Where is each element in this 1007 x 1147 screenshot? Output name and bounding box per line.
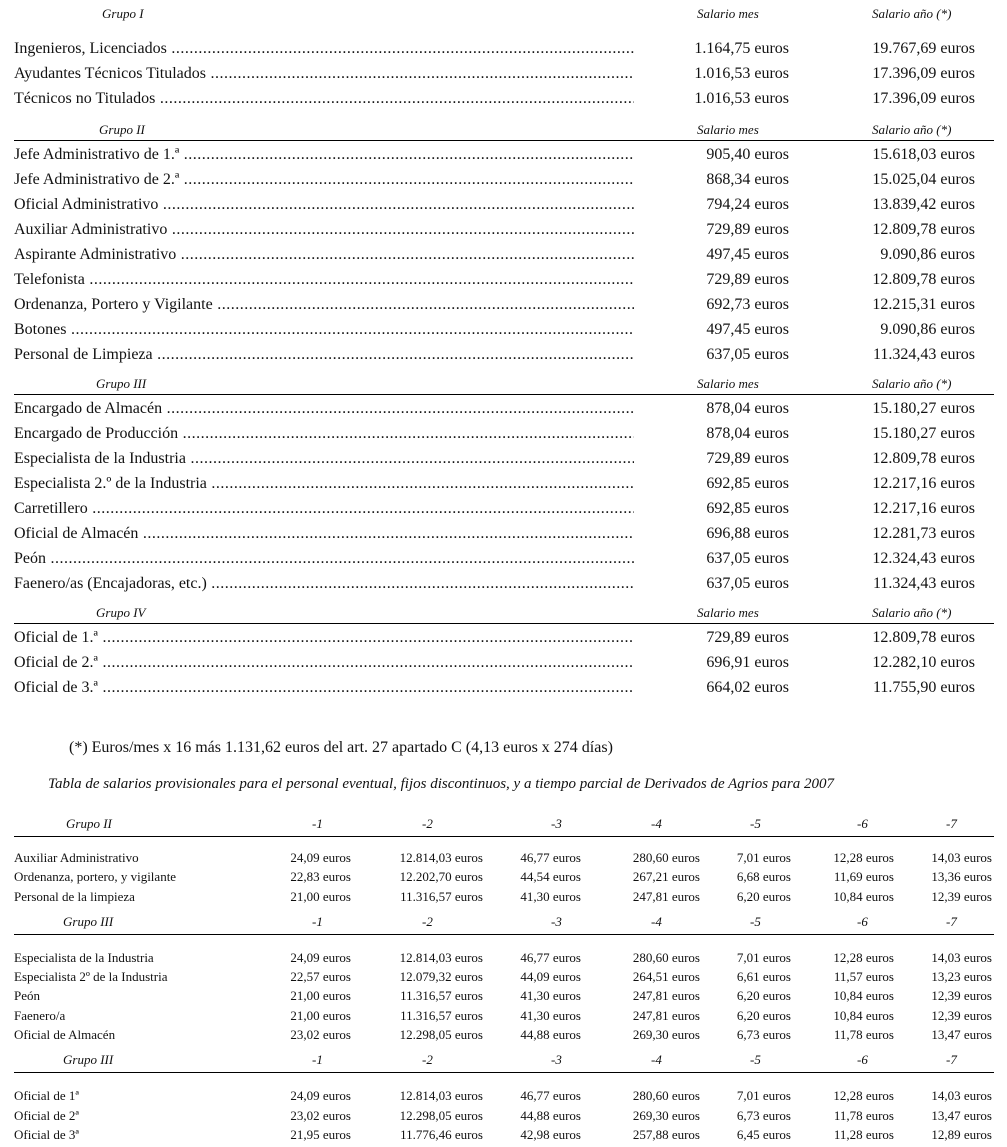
column-header: -6 <box>857 816 868 831</box>
row-label: Auxiliar Administrativo <box>14 850 139 865</box>
table-row <box>14 1106 994 1125</box>
cell: 12.298,05 euros <box>399 1027 483 1043</box>
cell: 22,57 euros <box>290 969 351 985</box>
row-label: Jefe Administrativo de 1.ª ..... <box>14 146 634 164</box>
cell: 23,02 euros <box>290 1107 351 1123</box>
group-header <box>14 599 994 624</box>
cell: 13,47 euros <box>931 1107 992 1123</box>
cell: 7,01 euros <box>736 1088 791 1104</box>
year-value: 17.396,09 euros <box>872 65 975 82</box>
cell: 11.316,57 euros <box>400 888 483 904</box>
row-label: Aspirante Administrativo ..... <box>14 246 634 264</box>
year-value: 9.090,86 euros <box>880 246 975 263</box>
cell: 11,28 euros <box>833 1126 894 1142</box>
month-value: 729,89 euros <box>706 450 789 467</box>
table-row <box>14 291 994 316</box>
table-row <box>14 470 994 495</box>
table-row <box>14 948 994 967</box>
cell: 42,98 euros <box>520 1126 581 1142</box>
row-label: Oficial Administrativo ..... <box>14 196 634 214</box>
cell: 12,28 euros <box>833 949 894 965</box>
table-row <box>14 166 994 191</box>
cell: 46,77 euros <box>520 1088 581 1104</box>
group-name: Grupo IV <box>96 605 146 620</box>
cell: 264,51 euros <box>632 969 700 985</box>
cell: 23,02 euros <box>290 1027 351 1043</box>
cell: 6,20 euros <box>736 1007 791 1023</box>
table-row <box>14 191 994 216</box>
group-name: Grupo III <box>63 913 114 929</box>
month-value: 637,05 euros <box>706 346 789 363</box>
cell: 24,09 euros <box>290 949 351 965</box>
group-name: Grupo III <box>96 376 147 391</box>
cell: 10,84 euros <box>833 1007 894 1023</box>
group-header <box>14 909 994 935</box>
cell: 6,68 euros <box>736 869 791 885</box>
table-row <box>14 986 994 1005</box>
column-header: -4 <box>651 816 662 831</box>
year-value: 15.180,27 euros <box>872 425 975 442</box>
salary-table-temporary <box>14 811 994 1144</box>
row-label: Especialista de la Industria ..... <box>14 450 634 468</box>
month-value: 692,85 euros <box>706 475 789 492</box>
column-header: -7 <box>946 913 957 929</box>
group-header <box>14 0 994 24</box>
cell: 12,89 euros <box>931 1126 992 1142</box>
cell: 12,39 euros <box>931 988 992 1004</box>
salary-table-permanent <box>14 0 994 699</box>
month-value: 637,05 euros <box>706 550 789 567</box>
month-value: 729,89 euros <box>706 629 789 646</box>
row-label: Oficial de 1ª <box>14 1088 79 1104</box>
year-value: 12.217,16 euros <box>872 475 975 492</box>
year-value: 15.025,04 euros <box>872 171 975 188</box>
row-label: Técnicos no Titulados ..... <box>14 90 634 108</box>
group-name: Grupo III <box>63 1052 114 1068</box>
cell: 24,09 euros <box>290 850 351 865</box>
cell: 13,36 euros <box>931 869 992 885</box>
column-header: -6 <box>857 913 868 929</box>
header-year: Salario año (*) <box>872 376 952 391</box>
month-value: 497,45 euros <box>706 321 789 338</box>
footnote: (*) Euros/mes x 16 más 1.131,62 euros del art. 27 apartado C (4,13 euros x 274 días) <box>69 739 613 756</box>
row-label: Ingenieros, Licenciados ..... <box>14 40 634 58</box>
table-row <box>14 495 994 520</box>
header-year: Salario año (*) <box>872 122 952 137</box>
cell: 6,61 euros <box>736 969 791 985</box>
cell: 21,00 euros <box>290 1007 351 1023</box>
cell: 46,77 euros <box>520 850 581 865</box>
row-label: Auxiliar Administrativo ..... <box>14 221 634 239</box>
cell: 12,39 euros <box>931 888 992 904</box>
cell: 6,20 euros <box>736 888 791 904</box>
month-value: 497,45 euros <box>706 246 789 263</box>
cell: 257,88 euros <box>632 1126 700 1142</box>
column-header: -2 <box>422 816 433 831</box>
table-row <box>14 1025 994 1044</box>
month-value: 878,04 euros <box>706 425 789 442</box>
row-label: Oficial de 3.ª ..... <box>14 679 634 697</box>
column-header: -5 <box>750 816 761 831</box>
group-header <box>14 116 994 141</box>
cell: 11,57 euros <box>833 969 894 985</box>
header-month: Salario mes <box>697 376 759 391</box>
cell: 13,47 euros <box>931 1027 992 1043</box>
header-month: Salario mes <box>697 122 759 137</box>
column-header: -6 <box>857 1052 868 1068</box>
column-header: -4 <box>651 913 662 929</box>
cell: 7,01 euros <box>736 949 791 965</box>
table-row <box>14 674 994 699</box>
cell: 12.814,03 euros <box>399 949 483 965</box>
month-value: 878,04 euros <box>706 400 789 417</box>
column-header: -5 <box>750 1052 761 1068</box>
row-label: Personal de la limpieza <box>14 888 135 904</box>
table-row <box>14 341 994 366</box>
table-row <box>14 395 994 420</box>
group-header <box>14 370 994 395</box>
header-year: Salario año (*) <box>872 6 952 21</box>
cell: 12.814,03 euros <box>399 1088 483 1104</box>
year-value: 12.324,43 euros <box>872 550 975 567</box>
row-label: Faenero/as (Encajadoras, etc.) ..... <box>14 575 634 593</box>
year-value: 12.217,16 euros <box>872 500 975 517</box>
table-row <box>14 624 994 649</box>
row-label: Encargado de Producción ..... <box>14 425 634 443</box>
row-label: Peón <box>14 988 40 1004</box>
table-row <box>14 649 994 674</box>
column-header: -4 <box>651 1052 662 1068</box>
table-row <box>14 520 994 545</box>
column-header: -7 <box>946 1052 957 1068</box>
table-row <box>14 266 994 291</box>
cell: 267,21 euros <box>632 869 700 885</box>
cell: 10,84 euros <box>833 888 894 904</box>
row-label: Especialista 2.º de la Industria ..... <box>14 475 634 493</box>
table-row <box>14 316 994 341</box>
cell: 12.202,70 euros <box>399 869 483 885</box>
year-value: 15.180,27 euros <box>872 400 975 417</box>
cell: 14,03 euros <box>931 1088 992 1104</box>
cell: 14,03 euros <box>931 850 992 865</box>
cell: 12,28 euros <box>833 1088 894 1104</box>
table-row <box>14 445 994 470</box>
group-name: Grupo II <box>99 122 145 137</box>
table-row <box>14 570 994 595</box>
group-header <box>14 1047 994 1073</box>
row-label: Ayudantes Técnicos Titulados ..... <box>14 65 634 83</box>
month-value: 868,34 euros <box>706 171 789 188</box>
cell: 21,95 euros <box>290 1126 351 1142</box>
year-value: 12.281,73 euros <box>872 525 975 542</box>
cell: 6,20 euros <box>736 988 791 1004</box>
cell: 13,23 euros <box>931 969 992 985</box>
cell: 12.079,32 euros <box>399 969 483 985</box>
row-label: Personal de Limpieza ..... <box>14 346 634 364</box>
cell: 24,09 euros <box>290 1088 351 1104</box>
month-value: 794,24 euros <box>706 196 789 213</box>
year-value: 11.324,43 euros <box>872 575 975 592</box>
month-value: 1.016,53 euros <box>694 65 789 82</box>
cell: 7,01 euros <box>736 850 791 865</box>
header-month: Salario mes <box>697 6 759 21</box>
cell: 269,30 euros <box>632 1027 700 1043</box>
month-value: 692,73 euros <box>706 296 789 313</box>
cell: 11,78 euros <box>833 1027 894 1043</box>
year-value: 17.396,09 euros <box>872 90 975 107</box>
year-value: 12.215,31 euros <box>872 296 975 313</box>
row-label: Encargado de Almacén ..... <box>14 400 634 418</box>
row-label: Oficial de Almacén <box>14 1027 116 1043</box>
year-value: 12.809,78 euros <box>872 450 975 467</box>
month-value: 1.164,75 euros <box>694 40 789 57</box>
header-year: Salario año (*) <box>872 605 952 620</box>
table-row <box>14 420 994 445</box>
month-value: 696,91 euros <box>706 654 789 671</box>
year-value: 13.839,42 euros <box>872 196 975 213</box>
column-header: -3 <box>551 816 562 831</box>
row-label: Especialista 2º de la Industria <box>14 969 168 985</box>
row-label: Oficial de 1.ª ..... <box>14 629 634 647</box>
cell: 12.814,03 euros <box>399 850 483 865</box>
month-value: 696,88 euros <box>706 525 789 542</box>
month-value: 729,89 euros <box>706 271 789 288</box>
year-value: 19.767,69 euros <box>872 40 975 57</box>
month-value: 1.016,53 euros <box>694 90 789 107</box>
table-row <box>14 887 994 906</box>
column-header: -7 <box>946 816 957 831</box>
year-value: 12.809,78 euros <box>872 629 975 646</box>
month-value: 729,89 euros <box>706 221 789 238</box>
row-label: Faenero/a <box>14 1007 66 1023</box>
cell: 269,30 euros <box>632 1107 700 1123</box>
column-header: -2 <box>422 913 433 929</box>
month-value: 905,40 euros <box>706 146 789 163</box>
row-label: Carretillero ..... <box>14 500 634 518</box>
table-row <box>14 1006 994 1025</box>
table-row <box>14 241 994 266</box>
cell: 12.298,05 euros <box>399 1107 483 1123</box>
year-value: 12.282,10 euros <box>872 654 975 671</box>
table-row <box>14 85 994 110</box>
cell: 11,69 euros <box>833 869 894 885</box>
table-row <box>14 141 994 166</box>
cell: 21,00 euros <box>290 888 351 904</box>
year-value: 11.755,90 euros <box>872 679 975 696</box>
cell: 44,09 euros <box>520 969 581 985</box>
table-row <box>14 35 994 60</box>
header-month: Salario mes <box>697 605 759 620</box>
column-header: -3 <box>551 1052 562 1068</box>
cell: 12,28 euros <box>833 850 894 865</box>
cell: 11,78 euros <box>833 1107 894 1123</box>
row-label: Oficial de 2.ª ..... <box>14 654 634 672</box>
cell: 10,84 euros <box>833 988 894 1004</box>
cell: 44,88 euros <box>520 1107 581 1123</box>
cell: 22,83 euros <box>290 869 351 885</box>
cell: 11.316,57 euros <box>400 988 483 1004</box>
row-label: Jefe Administrativo de 2.ª ..... <box>14 171 634 189</box>
cell: 247,81 euros <box>632 1007 700 1023</box>
row-label: Botones ..... <box>14 321 634 339</box>
column-header: -5 <box>750 913 761 929</box>
month-value: 692,85 euros <box>706 500 789 517</box>
year-value: 9.090,86 euros <box>880 321 975 338</box>
table-row <box>14 60 994 85</box>
year-value: 11.324,43 euros <box>872 346 975 363</box>
table-row <box>14 848 994 867</box>
row-label: Oficial de 2ª <box>14 1107 79 1123</box>
table-row <box>14 216 994 241</box>
cell: 12,39 euros <box>931 1007 992 1023</box>
cell: 11.316,57 euros <box>400 1007 483 1023</box>
cell: 41,30 euros <box>520 888 581 904</box>
cell: 44,54 euros <box>520 869 581 885</box>
row-label: Telefonista ..... <box>14 271 634 289</box>
column-header: -1 <box>312 816 323 831</box>
group-name: Grupo I <box>102 6 144 21</box>
table-row <box>14 967 994 986</box>
row-label: Ordenanza, portero, y vigilante <box>14 869 177 885</box>
column-header: -2 <box>422 1052 433 1068</box>
year-value: 15.618,03 euros <box>872 146 975 163</box>
row-label: Especialista de la Industria <box>14 949 154 965</box>
table-row <box>14 867 994 886</box>
cell: 6,45 euros <box>736 1126 791 1142</box>
cell: 247,81 euros <box>632 988 700 1004</box>
cell: 280,60 euros <box>632 850 700 865</box>
row-label: Oficial de 3ª <box>14 1126 79 1142</box>
group-header <box>14 811 994 837</box>
cell: 41,30 euros <box>520 1007 581 1023</box>
cell: 6,73 euros <box>736 1027 791 1043</box>
month-value: 637,05 euros <box>706 575 789 592</box>
year-value: 12.809,78 euros <box>872 221 975 238</box>
column-header: -1 <box>312 913 323 929</box>
year-value: 12.809,78 euros <box>872 271 975 288</box>
table-row <box>14 545 994 570</box>
group-name: Grupo II <box>66 816 112 831</box>
cell: 280,60 euros <box>632 949 700 965</box>
cell: 247,81 euros <box>632 888 700 904</box>
month-value: 664,02 euros <box>706 679 789 696</box>
cell: 44,88 euros <box>520 1027 581 1043</box>
table-row <box>14 1086 994 1105</box>
table-caption: Tabla de salarios provisionales para el personal eventual, fijos discontinuos, y a tiempo parcial de Derivados de Agrios para 2007 <box>48 776 834 792</box>
cell: 14,03 euros <box>931 949 992 965</box>
cell: 6,73 euros <box>736 1107 791 1123</box>
cell: 41,30 euros <box>520 988 581 1004</box>
row-label: Oficial de Almacén ..... <box>14 525 634 543</box>
row-label: Ordenanza, Portero y Vigilante ..... <box>14 296 634 314</box>
row-label: Peón ..... <box>14 550 634 568</box>
cell: 21,00 euros <box>290 988 351 1004</box>
column-header: -1 <box>312 1052 323 1068</box>
cell: 280,60 euros <box>632 1088 700 1104</box>
table-row <box>14 1125 994 1144</box>
cell: 11.776,46 euros <box>400 1126 483 1142</box>
column-header: -3 <box>551 913 562 929</box>
cell: 46,77 euros <box>520 949 581 965</box>
